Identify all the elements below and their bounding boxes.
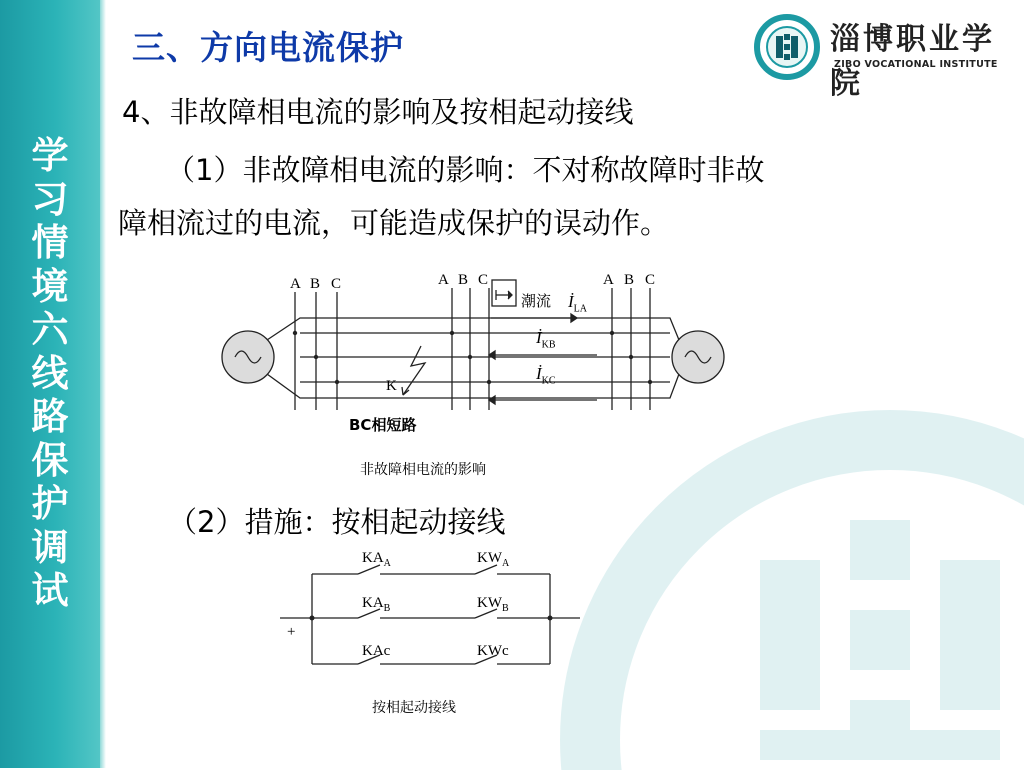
vertical-title-char: 试 <box>31 569 69 612</box>
contact-ka-b: $KA_B$ <box>362 595 391 614</box>
logo <box>752 14 1012 101</box>
phase-label-c: C <box>478 272 489 288</box>
vertical-title-char: 线 <box>31 351 69 395</box>
vertical-title-char: 调 <box>31 525 69 569</box>
diagram2-caption: 按相起动接线 <box>372 700 456 716</box>
watermark-emblem-icon <box>560 410 1024 770</box>
phase-label-b: B <box>624 272 635 288</box>
phase-label-b: B <box>310 276 321 292</box>
vertical-title-char: 六 <box>31 308 69 351</box>
wiring-diagram <box>280 560 590 675</box>
measure-heading: （2）措施：按相起动接线 <box>168 505 506 539</box>
paragraph-line-1: （1）非故障相电流的影响：不对称故障时非故 <box>166 153 765 187</box>
phase-label-b: B <box>458 272 469 288</box>
diagram1-caption: 非故障相电流的影响 <box>360 462 486 478</box>
phase-label-a: A <box>603 272 614 288</box>
body-paragraph <box>118 144 988 250</box>
flow-label: 潮流 <box>521 292 552 310</box>
phase-label-a: A <box>290 276 301 292</box>
vertical-title <box>26 134 74 613</box>
logo-english-name: ZIBO VOCATIONAL INSTITUTE <box>834 59 998 70</box>
slide-title: 三、方向电流保护 <box>132 28 404 67</box>
section-heading: 4、非故障相电流的影响及按相起动接线 <box>122 95 634 129</box>
contact-kw-a: $KW_A$ <box>477 550 510 569</box>
vertical-title-char: 情 <box>31 221 69 264</box>
contact-kw-c: KWc <box>477 643 509 659</box>
phase-label-c: C <box>331 276 342 292</box>
vertical-title-char: 保 <box>31 438 69 482</box>
contact-ka-c: KAc <box>362 643 391 659</box>
phase-label-c: C <box>645 272 656 288</box>
fault-type-label: BC相短路 <box>349 416 417 434</box>
fault-point-label: K <box>386 378 397 394</box>
sidebar-edge <box>100 0 106 768</box>
contact-ka-a: $KA_A$ <box>362 550 391 569</box>
paragraph-line-2: 障相流过的电流，可能造成保护的误动作。 <box>118 206 670 240</box>
logo-emblem-icon <box>754 14 820 80</box>
vertical-title-char: 境 <box>31 264 69 308</box>
current-kc-label: $İ_{KC}$ <box>536 364 556 387</box>
vertical-title-char: 习 <box>31 177 69 221</box>
logo-name: 淄博职业学院 <box>830 22 995 101</box>
vertical-title-char: 学 <box>31 134 69 177</box>
vertical-title-char: 护 <box>31 482 69 525</box>
contact-kw-b: $KW_B$ <box>477 595 509 614</box>
plus-terminal: + <box>287 624 296 640</box>
phase-label-a: A <box>438 272 449 288</box>
current-la-label: $İ_{LA}$ <box>568 292 588 315</box>
vertical-title-char: 路 <box>31 395 69 438</box>
current-kb-label: $İ_{KB}$ <box>536 328 556 351</box>
